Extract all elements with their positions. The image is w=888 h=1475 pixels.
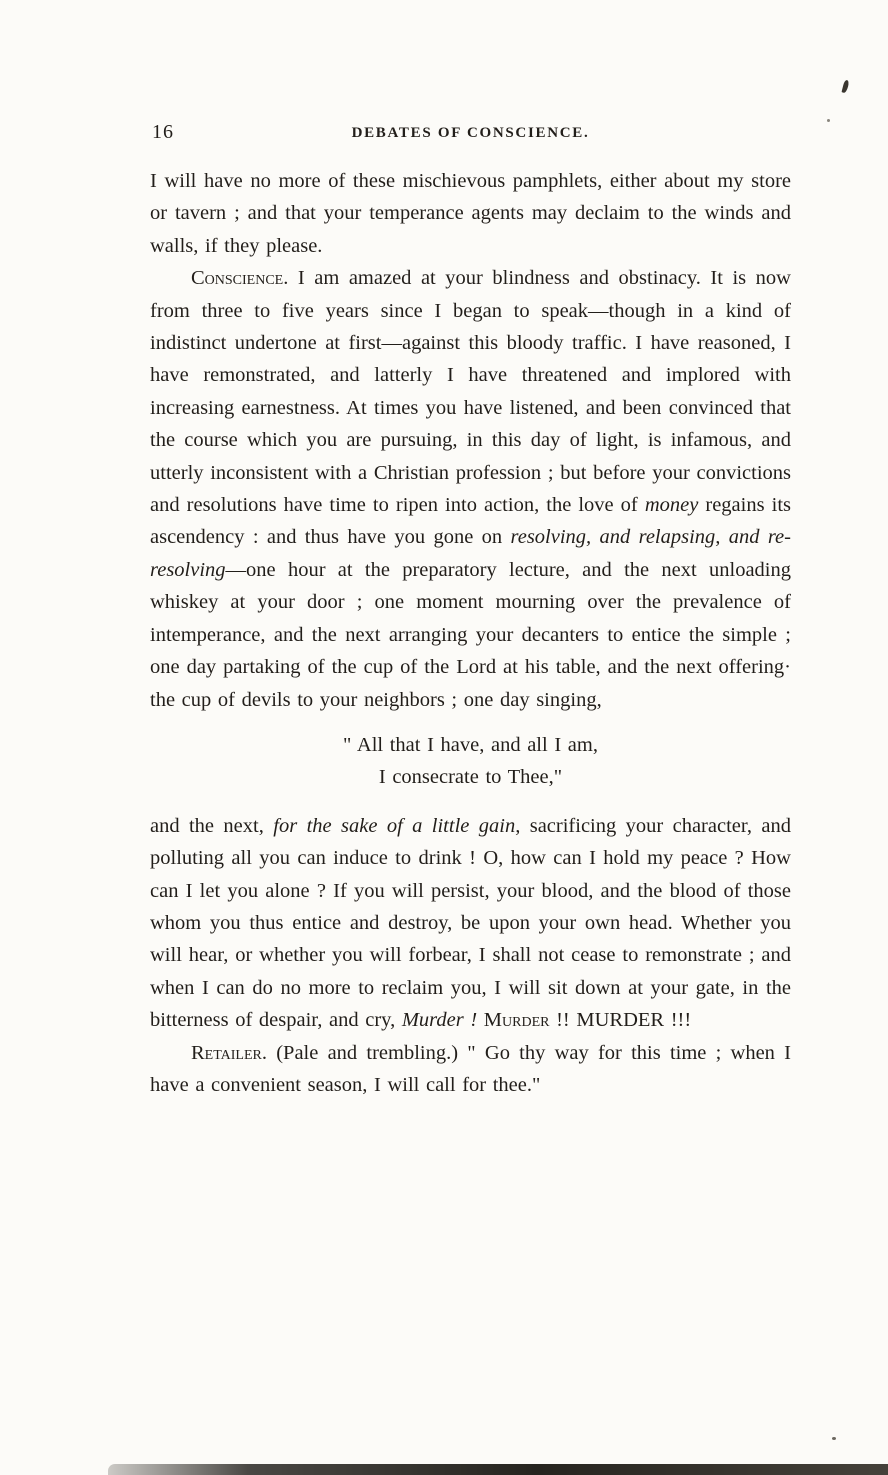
paragraph: [150, 165, 791, 262]
ink-speck-icon: [842, 80, 850, 94]
verse-line: " All that I have, and all I am,: [343, 733, 598, 756]
text-run: I am amazed at your blindness and obstinacy. It is now from three to five years since I began to speak—though in a kind of indistinct undertone at first—against this bloody traffic. I have reasoned, I have remonstrated, and latterly I have threatened and implored with increasing earnestness. At times you have listened, and been convinced that the course which you are pursuing, in this day of light, is infamous, and utterly inconsistent with a Christian profession ; but before your convictions and resolutions have time to ripen into action, the love of: [150, 267, 791, 517]
paragraph: [150, 1037, 791, 1102]
text-run-italic: for the sake of a little gain,: [273, 814, 521, 837]
paragraph: [150, 810, 791, 1037]
text-run-italic: money: [644, 494, 699, 517]
scan-dot-icon: [827, 119, 830, 122]
text-run: MURDER !!!: [569, 1009, 692, 1032]
text-run: and the next,: [150, 814, 274, 837]
text-block: [150, 165, 791, 1101]
text-run-italic: Murder !: [401, 1009, 478, 1032]
text-run-italic: resolving, and relapsing, and re-resolving: [150, 526, 791, 581]
running-head: [150, 121, 791, 147]
scan-dot-icon: [832, 1437, 836, 1440]
text-run-smallcaps: Murder !!: [483, 1009, 570, 1032]
text-run: sacrificing your character, and polluting all you can induce to drink ! O, how can I hold my peace ? How can I let you alone ? If you will persist, your blood, and the blood of those whom you thus entice and destroy, be upon your own head. Whether you will hear, or whether you will forbear, I shall not cease to remonstrate ; and when I can do no more to reclaim you, I will sit down at your gate, in the bitterness of despair, and cry,: [150, 814, 791, 1032]
text-run: —one hour at the preparatory lecture, and the next unloading whiskey at your door ; one moment mourning over the prevalence of intemperance, and the next arranging your decanters to entice the simple ; one day partaking of the cup of the Lord at his table, and the next offering· the cup of devils to your neighbors ; one day singing,: [150, 558, 791, 711]
text-run-smallcaps: Conscience.: [191, 267, 289, 290]
running-header-title: DEBATES OF CONSCIENCE.: [351, 125, 590, 141]
paragraph: [150, 262, 791, 716]
text-run-smallcaps: Retailer.: [191, 1041, 267, 1064]
text-run: regains its ascendency : and thus have you gone on: [150, 494, 791, 549]
page-edge-shadow: [108, 1464, 888, 1475]
verse: [150, 729, 791, 794]
text-run: (Pale and trembling.) " Go thy way for this time ; when I have a convenient season, I will call for thee.": [150, 1041, 791, 1096]
text-run: I will have no more of these mischievous pamphlets, either about my store or tavern ; and that your temperance agents may declaim to the winds and walls, if they please.: [150, 170, 791, 257]
verse-line: I consecrate to Thee,": [378, 766, 563, 789]
text-run: [477, 1009, 484, 1031]
page-number: 16: [152, 121, 174, 143]
